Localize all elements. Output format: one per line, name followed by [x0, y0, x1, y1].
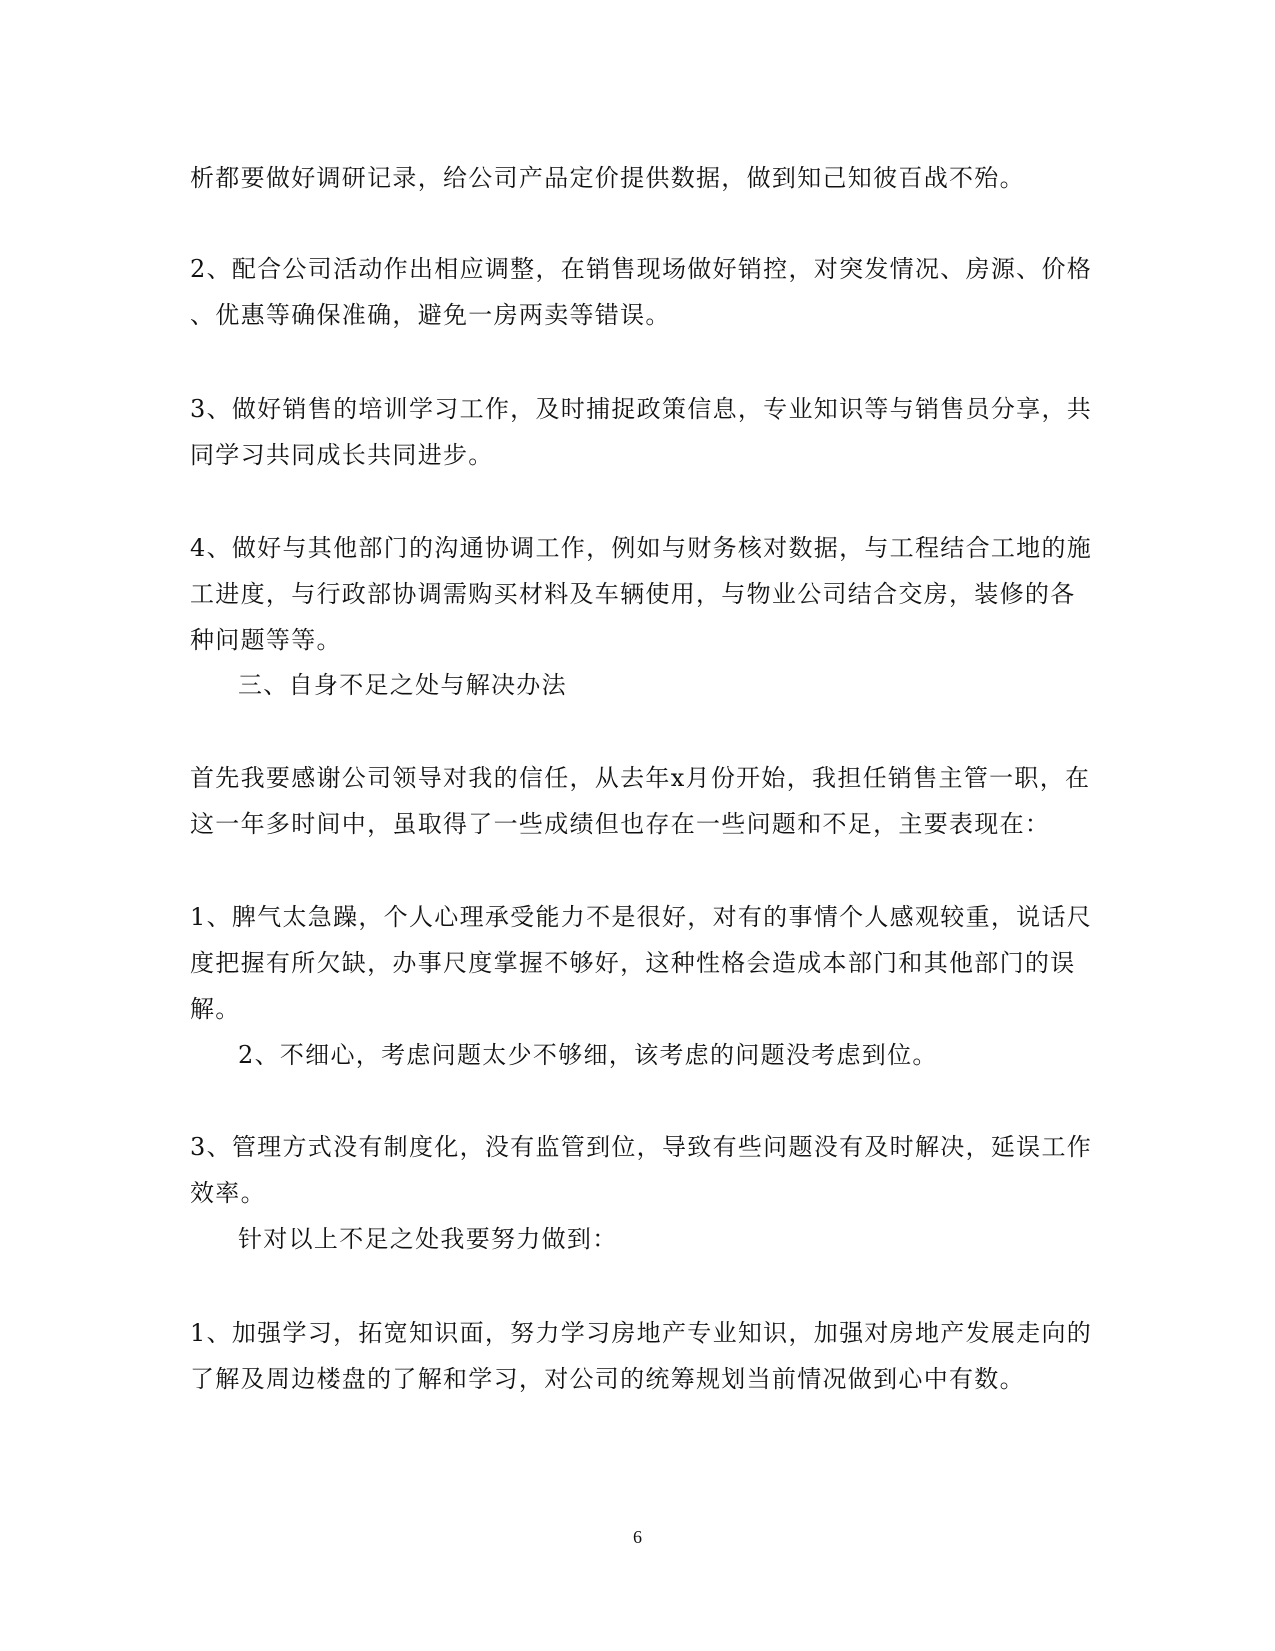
paragraph-line: 1、脾气太急躁，个人心理承受能力不是很好，对有的事情个人感观较重，说话尺	[190, 903, 1093, 931]
paragraph-line: 首先我要感谢公司领导对我的信任，从去年x月份开始，我担任销售主管一职，在	[190, 764, 1091, 792]
paragraph-line: 3、做好销售的培训学习工作，及时捕捉政策信息，专业知识等与销售员分享，共	[190, 395, 1093, 423]
paragraph-line: 2、不细心，考虑问题太少不够细，该考虑的问题没考虑到位。	[238, 1041, 938, 1069]
paragraph-line: 析都要做好调研记录，给公司产品定价提供数据，做到知己知彼百战不殆。	[190, 164, 1025, 192]
paragraph-line: 3、管理方式没有制度化，没有监管到位，导致有些问题没有及时解决，延误工作	[190, 1133, 1093, 1161]
paragraph-line: 1、加强学习，拓宽知识面，努力学习房地产专业知识，加强对房地产发展走向的	[190, 1319, 1093, 1347]
section-heading: 三、自身不足之处与解决办法	[238, 671, 567, 699]
paragraph-line: 工进度，与行政部协调需购买材料及车辆使用，与物业公司结合交房，装修的各	[190, 580, 1076, 608]
paragraph-line: 种问题等等。	[190, 626, 342, 654]
paragraph-line: 解。	[190, 995, 241, 1023]
paragraph-line: 效率。	[190, 1179, 266, 1207]
paragraph-line: 2、配合公司活动作出相应调整，在销售现场做好销控，对突发情况、房源、价格	[190, 255, 1093, 283]
paragraph-line: 度把握有所欠缺，办事尺度掌握不够好，这种性格会造成本部门和其他部门的误	[190, 949, 1076, 977]
paragraph-line: 4、做好与其他部门的沟通协调工作，例如与财务核对数据，与工程结合工地的施	[190, 534, 1093, 562]
paragraph-line: 了解及周边楼盘的了解和学习，对公司的统筹规划当前情况做到心中有数。	[190, 1365, 1025, 1393]
paragraph-line: 同学习共同成长共同进步。	[190, 441, 494, 469]
page-number: 6	[633, 1527, 642, 1547]
paragraph-line: 这一年多时间中，虽取得了一些成绩但也存在一些问题和不足，主要表现在：	[190, 810, 1051, 838]
paragraph-line: 针对以上不足之处我要努力做到：	[238, 1225, 618, 1253]
paragraph-line: 、优惠等确保准确，避免一房两卖等错误。	[190, 301, 671, 329]
